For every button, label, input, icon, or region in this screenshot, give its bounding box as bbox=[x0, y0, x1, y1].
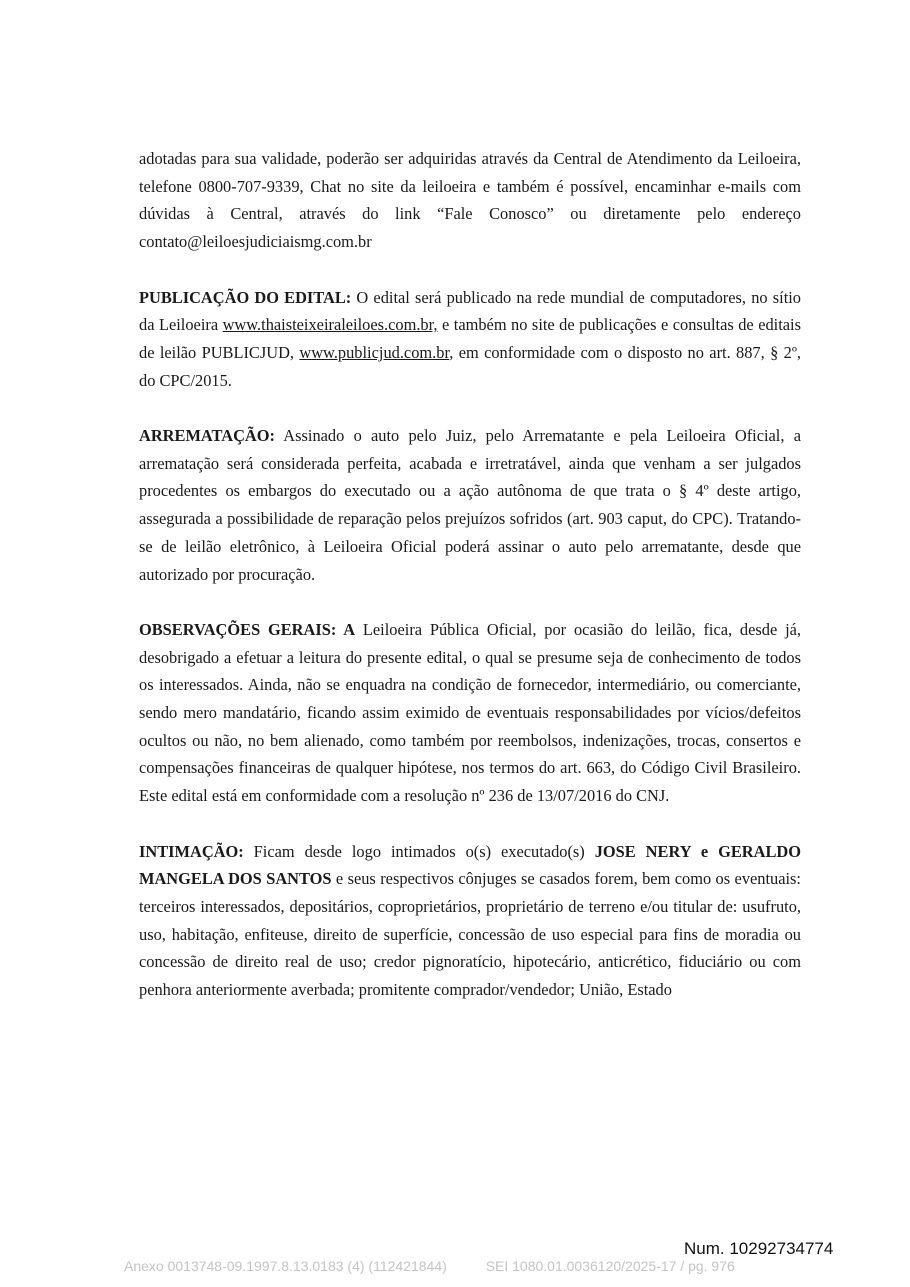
paragraph-intimacao bbox=[139, 838, 801, 1004]
heading-arrematacao: ARREMATAÇÃO: bbox=[139, 426, 275, 445]
footer-annex: Anexo 0013748-09.1997.8.13.0183 (4) (112421844) bbox=[124, 1258, 447, 1274]
paragraph-observacoes bbox=[139, 616, 801, 810]
paragraph-arrematacao bbox=[139, 422, 801, 588]
heading-intimacao: INTIMAÇÃO: bbox=[139, 841, 244, 861]
link-thaisteixeira[interactable]: www.thaisteixeiraleiloes.com.br, bbox=[222, 315, 438, 335]
footer-sei: SEI 1080.01.0036120/2025-17 / pg. 976 bbox=[485, 1258, 735, 1274]
paragraph-publicacao bbox=[139, 284, 801, 395]
document-number: Num. 10292734774 bbox=[684, 1239, 834, 1258]
arrematacao-text: Assinado o auto pelo Juiz, pelo Arrematante e pela Leiloeira Oficial, a arrematação será considerada perfeita, acabada e irretratável, ainda que venham a ser julgados procedentes os embargos do executado ou a ação autônoma de que trata o § 4º deste artigo, assegurada a possibilidade de reparação pelos prejuízos sofridos (art. 903 caput, do CPC). Tratando-se de leilão eletrônico, à Leiloeira Oficial poderá assinar o auto pelo arrematante, desde que autorizado por procuração. bbox=[139, 426, 801, 584]
link-publicjud[interactable]: www.publicjud.com.br bbox=[299, 342, 450, 362]
paragraph-contact bbox=[139, 145, 801, 256]
publicacao-text-2: e também no site de publicações e consultas de editais de leilão PUBLICJUD, bbox=[139, 315, 801, 362]
paragraph-contact-text: adotadas para sua validade, poderão ser adquiridas através da Central de Atendimento da Leiloeira, telefone 0800-707-9339, Chat no site da leiloeira e também é possível, encaminhar e-mails com dúvidas à Central, através do link “Fale Conosco” ou diretamente pelo endereço contato@leiloesjudiciaismg.com.br bbox=[139, 149, 801, 252]
publicacao-text-1: O edital será publicado na rede mundial de computadores, no sítio da Leiloeira bbox=[139, 287, 801, 335]
heading-observacoes: OBSERVAÇÕES GERAIS: A bbox=[139, 619, 356, 639]
intimacao-text-2: e seus respectivos cônjuges se casados forem, bem como os eventuais: terceiros interessados, depositários, coproprietários, proprietário de terreno e/ou titular de: usufruto, uso, habitação, enfiteuse, direito de superfície, concessão de uso especial para fins de moradia ou concessão de direito real de uso; credor pignoratício, hipotecário, anticrético, fiduciário ou com penhora anteriormente averbada; promitente comprador/vendedor; União, Estado bbox=[139, 869, 801, 1000]
footer-metadata bbox=[124, 1258, 735, 1274]
document-body bbox=[139, 145, 801, 1031]
publicacao-text-3: , em conformidade com o disposto no art. 887, § 2º, do CPC/2015. bbox=[139, 342, 801, 390]
intimacao-executados: JOSE NERY e GERALDO MANGELA DOS SANTOS bbox=[139, 841, 801, 889]
heading-publicacao: PUBLICAÇÃO DO EDITAL: bbox=[139, 287, 352, 307]
observacoes-text: Leiloeira Pública Oficial, por ocasião do leilão, fica, desde já, desobrigado a efetuar a leitura do presente edital, o qual se presume seja de conhecimento de todos os interessados. Ainda, não se enquadra na condição de fornecedor, intermediário, ou comerciante, sendo mero mandatário, ficando assim eximido de eventuais responsabilidades por vícios/defeitos ocultos ou não, no bem alienado, como também por reembolsos, indenizações, trocas, consertos e compensações financeiras de qualquer hipótese, nos termos do art. 663, do Código Civil Brasileiro. Este edital está em conformidade com a resolução nº 236 de 13/07/2016 do CNJ. bbox=[139, 619, 801, 806]
intimacao-text-1: Ficam desde logo intimados o(s) executado(s) bbox=[243, 841, 595, 861]
